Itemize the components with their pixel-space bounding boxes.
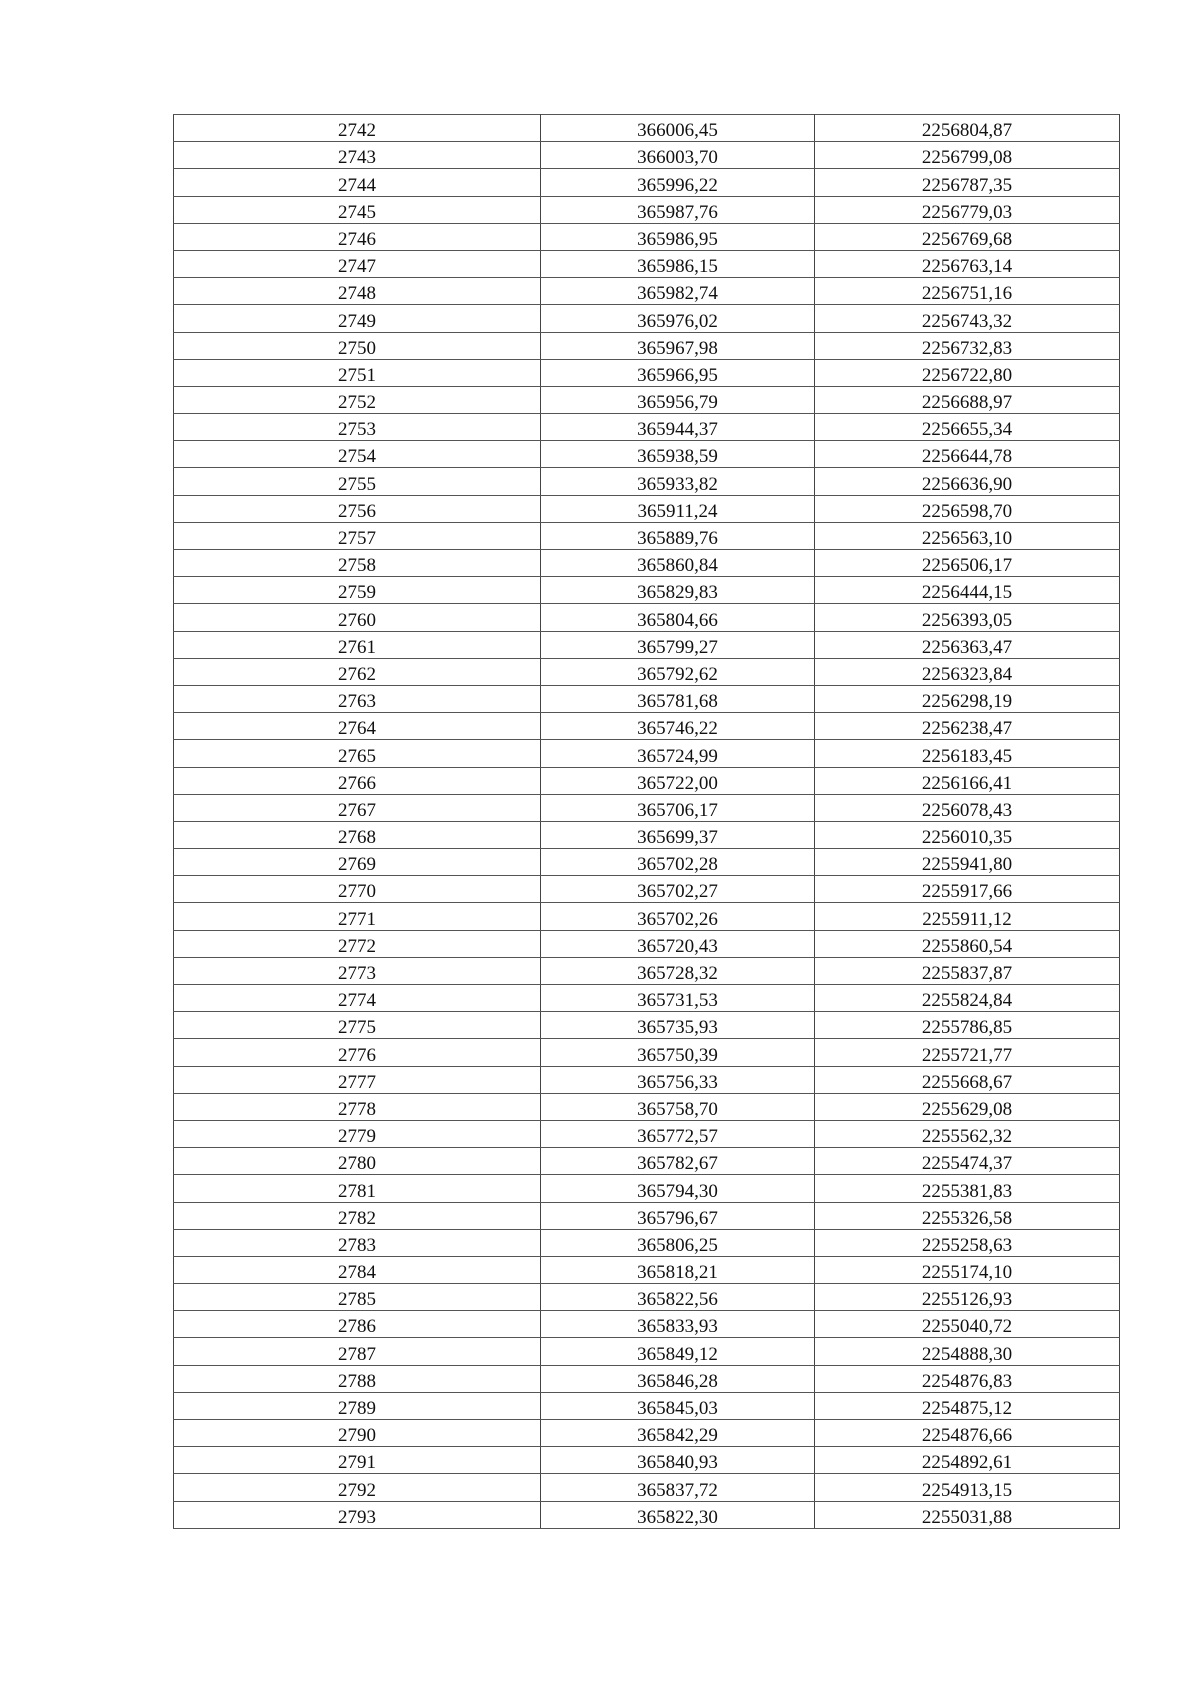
table-row: [174, 1420, 1120, 1447]
table-row: [174, 1093, 1120, 1120]
y-coordinate-cell: 2256078,43: [815, 794, 1120, 821]
x-coordinate-cell: 365846,28: [541, 1365, 815, 1392]
table-row: [174, 713, 1120, 740]
table-row: [174, 1392, 1120, 1419]
x-coordinate-cell: 365829,83: [541, 577, 815, 604]
y-coordinate-cell: 2256166,41: [815, 767, 1120, 794]
point-number-cell: 2761: [174, 631, 541, 658]
y-coordinate-cell: 2255474,37: [815, 1148, 1120, 1175]
table-row: [174, 1066, 1120, 1093]
point-number-cell: 2780: [174, 1148, 541, 1175]
table-row: [174, 441, 1120, 468]
y-coordinate-cell: 2256787,35: [815, 169, 1120, 196]
point-number-cell: 2743: [174, 142, 541, 169]
point-number-cell: 2781: [174, 1175, 541, 1202]
y-coordinate-cell: 2255326,58: [815, 1202, 1120, 1229]
table-row: [174, 1365, 1120, 1392]
table-row: [174, 1120, 1120, 1147]
table-row: [174, 631, 1120, 658]
x-coordinate-cell: 365833,93: [541, 1311, 815, 1338]
table-row: [174, 414, 1120, 441]
point-number-cell: 2784: [174, 1256, 541, 1283]
table-row: [174, 849, 1120, 876]
table-row: [174, 767, 1120, 794]
y-coordinate-cell: 2256751,16: [815, 278, 1120, 305]
y-coordinate-cell: 2256010,35: [815, 821, 1120, 848]
point-number-cell: 2772: [174, 930, 541, 957]
x-coordinate-cell: 365976,02: [541, 305, 815, 332]
table-row: [174, 359, 1120, 386]
table-row: [174, 821, 1120, 848]
table-row: [174, 1229, 1120, 1256]
y-coordinate-cell: 2255258,63: [815, 1229, 1120, 1256]
x-coordinate-cell: 365806,25: [541, 1229, 815, 1256]
point-number-cell: 2744: [174, 169, 541, 196]
table-row: [174, 1501, 1120, 1528]
x-coordinate-cell: 365987,76: [541, 196, 815, 223]
point-number-cell: 2751: [174, 359, 541, 386]
x-coordinate-cell: 365842,29: [541, 1420, 815, 1447]
y-coordinate-cell: 2255721,77: [815, 1039, 1120, 1066]
table-row: [174, 740, 1120, 767]
x-coordinate-cell: 365782,67: [541, 1148, 815, 1175]
table-row: [174, 196, 1120, 223]
y-coordinate-cell: 2256323,84: [815, 658, 1120, 685]
point-number-cell: 2769: [174, 849, 541, 876]
point-number-cell: 2748: [174, 278, 541, 305]
y-coordinate-cell: 2256636,90: [815, 468, 1120, 495]
point-number-cell: 2756: [174, 495, 541, 522]
y-coordinate-cell: 2255824,84: [815, 985, 1120, 1012]
point-number-cell: 2758: [174, 550, 541, 577]
table-row: [174, 794, 1120, 821]
coordinates-table-body: [174, 115, 1120, 1529]
y-coordinate-cell: 2255629,08: [815, 1093, 1120, 1120]
y-coordinate-cell: 2256769,68: [815, 223, 1120, 250]
point-number-cell: 2755: [174, 468, 541, 495]
x-coordinate-cell: 365849,12: [541, 1338, 815, 1365]
table-row: [174, 1175, 1120, 1202]
point-number-cell: 2746: [174, 223, 541, 250]
point-number-cell: 2766: [174, 767, 541, 794]
y-coordinate-cell: 2254913,15: [815, 1474, 1120, 1501]
point-number-cell: 2747: [174, 250, 541, 277]
y-coordinate-cell: 2255381,83: [815, 1175, 1120, 1202]
point-number-cell: 2742: [174, 115, 541, 142]
y-coordinate-cell: 2256444,15: [815, 577, 1120, 604]
x-coordinate-cell: 365756,33: [541, 1066, 815, 1093]
x-coordinate-cell: 365911,24: [541, 495, 815, 522]
table-row: [174, 386, 1120, 413]
x-coordinate-cell: 365706,17: [541, 794, 815, 821]
x-coordinate-cell: 365986,15: [541, 250, 815, 277]
x-coordinate-cell: 365956,79: [541, 386, 815, 413]
y-coordinate-cell: 2256363,47: [815, 631, 1120, 658]
y-coordinate-cell: 2256655,34: [815, 414, 1120, 441]
table-row: [174, 1012, 1120, 1039]
table-row: [174, 876, 1120, 903]
point-number-cell: 2773: [174, 957, 541, 984]
point-number-cell: 2787: [174, 1338, 541, 1365]
x-coordinate-cell: 365933,82: [541, 468, 815, 495]
y-coordinate-cell: 2255941,80: [815, 849, 1120, 876]
y-coordinate-cell: 2255668,67: [815, 1066, 1120, 1093]
x-coordinate-cell: 365966,95: [541, 359, 815, 386]
y-coordinate-cell: 2256688,97: [815, 386, 1120, 413]
y-coordinate-cell: 2254875,12: [815, 1392, 1120, 1419]
x-coordinate-cell: 365772,57: [541, 1120, 815, 1147]
table-row: [174, 550, 1120, 577]
x-coordinate-cell: 365837,72: [541, 1474, 815, 1501]
x-coordinate-cell: 365722,00: [541, 767, 815, 794]
x-coordinate-cell: 365781,68: [541, 685, 815, 712]
y-coordinate-cell: 2256644,78: [815, 441, 1120, 468]
x-coordinate-cell: 365735,93: [541, 1012, 815, 1039]
x-coordinate-cell: 365724,99: [541, 740, 815, 767]
x-coordinate-cell: 365822,56: [541, 1284, 815, 1311]
x-coordinate-cell: 365792,62: [541, 658, 815, 685]
y-coordinate-cell: 2256722,80: [815, 359, 1120, 386]
y-coordinate-cell: 2256238,47: [815, 713, 1120, 740]
point-number-cell: 2754: [174, 441, 541, 468]
y-coordinate-cell: 2254876,83: [815, 1365, 1120, 1392]
y-coordinate-cell: 2255031,88: [815, 1501, 1120, 1528]
table-row: [174, 1256, 1120, 1283]
point-number-cell: 2759: [174, 577, 541, 604]
y-coordinate-cell: 2255911,12: [815, 903, 1120, 930]
y-coordinate-cell: 2255917,66: [815, 876, 1120, 903]
table-row: [174, 1039, 1120, 1066]
coordinates-table: [173, 114, 1120, 1529]
point-number-cell: 2750: [174, 332, 541, 359]
x-coordinate-cell: 365822,30: [541, 1501, 815, 1528]
y-coordinate-cell: 2256506,17: [815, 550, 1120, 577]
table-row: [174, 1338, 1120, 1365]
x-coordinate-cell: 365982,74: [541, 278, 815, 305]
point-number-cell: 2778: [174, 1093, 541, 1120]
table-row: [174, 658, 1120, 685]
table-row: [174, 985, 1120, 1012]
table-row: [174, 223, 1120, 250]
y-coordinate-cell: 2255837,87: [815, 957, 1120, 984]
table-row: [174, 468, 1120, 495]
table-row: [174, 169, 1120, 196]
point-number-cell: 2783: [174, 1229, 541, 1256]
table-row: [174, 685, 1120, 712]
y-coordinate-cell: 2256743,32: [815, 305, 1120, 332]
point-number-cell: 2782: [174, 1202, 541, 1229]
y-coordinate-cell: 2255786,85: [815, 1012, 1120, 1039]
y-coordinate-cell: 2256563,10: [815, 522, 1120, 549]
y-coordinate-cell: 2256183,45: [815, 740, 1120, 767]
point-number-cell: 2745: [174, 196, 541, 223]
point-number-cell: 2770: [174, 876, 541, 903]
point-number-cell: 2763: [174, 685, 541, 712]
x-coordinate-cell: 365845,03: [541, 1392, 815, 1419]
x-coordinate-cell: 365967,98: [541, 332, 815, 359]
point-number-cell: 2792: [174, 1474, 541, 1501]
table-row: [174, 142, 1120, 169]
table-row: [174, 495, 1120, 522]
y-coordinate-cell: 2254876,66: [815, 1420, 1120, 1447]
x-coordinate-cell: 365702,28: [541, 849, 815, 876]
point-number-cell: 2788: [174, 1365, 541, 1392]
x-coordinate-cell: 365731,53: [541, 985, 815, 1012]
y-coordinate-cell: 2254888,30: [815, 1338, 1120, 1365]
y-coordinate-cell: 2256298,19: [815, 685, 1120, 712]
x-coordinate-cell: 365799,27: [541, 631, 815, 658]
x-coordinate-cell: 365889,76: [541, 522, 815, 549]
point-number-cell: 2791: [174, 1447, 541, 1474]
point-number-cell: 2786: [174, 1311, 541, 1338]
x-coordinate-cell: 365702,27: [541, 876, 815, 903]
x-coordinate-cell: 365804,66: [541, 604, 815, 631]
table-row: [174, 604, 1120, 631]
x-coordinate-cell: 365720,43: [541, 930, 815, 957]
x-coordinate-cell: 366006,45: [541, 115, 815, 142]
table-row: [174, 305, 1120, 332]
y-coordinate-cell: 2254892,61: [815, 1447, 1120, 1474]
table-row: [174, 1447, 1120, 1474]
point-number-cell: 2768: [174, 821, 541, 848]
table-row: [174, 250, 1120, 277]
table-row: [174, 522, 1120, 549]
table-row: [174, 1202, 1120, 1229]
y-coordinate-cell: 2256598,70: [815, 495, 1120, 522]
x-coordinate-cell: 366003,70: [541, 142, 815, 169]
point-number-cell: 2753: [174, 414, 541, 441]
table-row: [174, 1284, 1120, 1311]
point-number-cell: 2776: [174, 1039, 541, 1066]
x-coordinate-cell: 365702,26: [541, 903, 815, 930]
table-row: [174, 930, 1120, 957]
y-coordinate-cell: 2255860,54: [815, 930, 1120, 957]
point-number-cell: 2793: [174, 1501, 541, 1528]
x-coordinate-cell: 365750,39: [541, 1039, 815, 1066]
point-number-cell: 2790: [174, 1420, 541, 1447]
point-number-cell: 2757: [174, 522, 541, 549]
y-coordinate-cell: 2256763,14: [815, 250, 1120, 277]
point-number-cell: 2771: [174, 903, 541, 930]
x-coordinate-cell: 365996,22: [541, 169, 815, 196]
x-coordinate-cell: 365818,21: [541, 1256, 815, 1283]
table-row: [174, 903, 1120, 930]
point-number-cell: 2762: [174, 658, 541, 685]
point-number-cell: 2789: [174, 1392, 541, 1419]
table-row: [174, 1474, 1120, 1501]
y-coordinate-cell: 2255562,32: [815, 1120, 1120, 1147]
x-coordinate-cell: 365794,30: [541, 1175, 815, 1202]
point-number-cell: 2785: [174, 1284, 541, 1311]
table-row: [174, 1311, 1120, 1338]
table-row: [174, 115, 1120, 142]
point-number-cell: 2752: [174, 386, 541, 413]
y-coordinate-cell: 2255040,72: [815, 1311, 1120, 1338]
x-coordinate-cell: 365758,70: [541, 1093, 815, 1120]
x-coordinate-cell: 365944,37: [541, 414, 815, 441]
x-coordinate-cell: 365796,67: [541, 1202, 815, 1229]
x-coordinate-cell: 365699,37: [541, 821, 815, 848]
y-coordinate-cell: 2255126,93: [815, 1284, 1120, 1311]
y-coordinate-cell: 2255174,10: [815, 1256, 1120, 1283]
point-number-cell: 2775: [174, 1012, 541, 1039]
x-coordinate-cell: 365986,95: [541, 223, 815, 250]
x-coordinate-cell: 365840,93: [541, 1447, 815, 1474]
y-coordinate-cell: 2256779,03: [815, 196, 1120, 223]
y-coordinate-cell: 2256732,83: [815, 332, 1120, 359]
point-number-cell: 2749: [174, 305, 541, 332]
table-row: [174, 577, 1120, 604]
y-coordinate-cell: 2256804,87: [815, 115, 1120, 142]
point-number-cell: 2764: [174, 713, 541, 740]
x-coordinate-cell: 365938,59: [541, 441, 815, 468]
y-coordinate-cell: 2256799,08: [815, 142, 1120, 169]
y-coordinate-cell: 2256393,05: [815, 604, 1120, 631]
point-number-cell: 2774: [174, 985, 541, 1012]
point-number-cell: 2777: [174, 1066, 541, 1093]
point-number-cell: 2765: [174, 740, 541, 767]
x-coordinate-cell: 365860,84: [541, 550, 815, 577]
point-number-cell: 2779: [174, 1120, 541, 1147]
point-number-cell: 2760: [174, 604, 541, 631]
x-coordinate-cell: 365728,32: [541, 957, 815, 984]
table-row: [174, 278, 1120, 305]
x-coordinate-cell: 365746,22: [541, 713, 815, 740]
table-row: [174, 957, 1120, 984]
table-row: [174, 1148, 1120, 1175]
point-number-cell: 2767: [174, 794, 541, 821]
table-row: [174, 332, 1120, 359]
